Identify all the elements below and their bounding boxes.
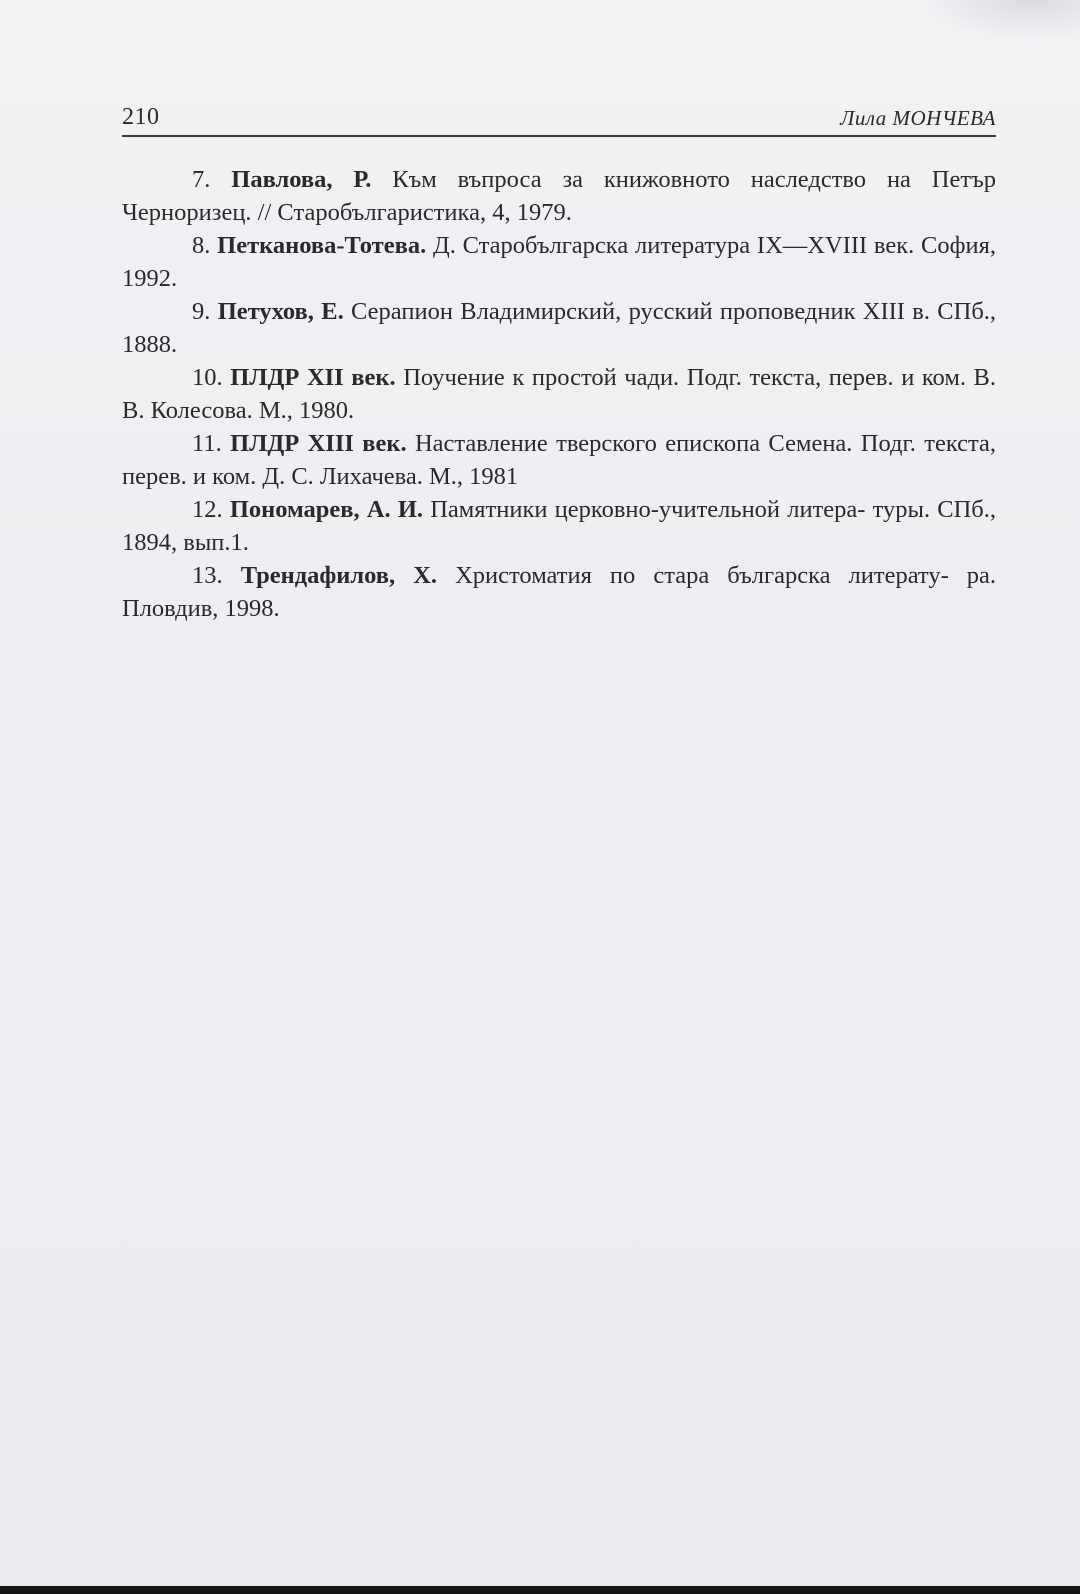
entry-text: Наставление тверского епископа Семена. Подг. текста, перев. и ком. Д. С. Лихачева. М., 1981	[122, 430, 997, 490]
bibliography-list	[122, 163, 996, 625]
scan-bottom-edge	[0, 1586, 1080, 1594]
scan-shadow	[920, 0, 1080, 40]
entry-number: 13.	[192, 562, 223, 589]
entry-text: Памятники церковно-учительной литера- туры. СПб., 1894, вып.1.	[122, 496, 997, 556]
entry-text: Христоматия по стара българска литерату- ра. Пловдив, 1998.	[122, 562, 997, 622]
entry-author: ПЛДР XII век.	[230, 364, 396, 391]
page-header	[122, 104, 996, 134]
entry-text: Поучение к простой чади. Подг. текста, перев. и ком. В. В. Колесова. М., 1980.	[122, 364, 997, 424]
entry-number: 12.	[192, 496, 223, 523]
bibliography-entry	[122, 163, 996, 229]
bibliography-entry	[122, 559, 996, 625]
entry-number: 10.	[192, 364, 223, 391]
entry-number: 7.	[192, 166, 211, 193]
bibliography-entry	[122, 427, 996, 493]
entry-number: 9.	[192, 298, 211, 325]
bibliography-entry	[122, 493, 996, 559]
entry-number: 8.	[192, 232, 211, 259]
entry-text: Серапион Владимирский, русский проповедник XIII в. СПб., 1888.	[122, 298, 997, 358]
running-head: Лила МОНЧЕВА	[840, 106, 996, 130]
entry-author: Павлова, Р.	[231, 166, 372, 193]
bibliography-entry	[122, 229, 996, 295]
entry-text: Към въпроса за книжовното наследство на Петър Черноризец. // Старобългаристика, 4, 1979.	[122, 166, 997, 226]
entry-author: ПЛДР XIII век.	[230, 430, 407, 457]
header-rule	[122, 135, 996, 137]
entry-author: Пономарев, А. И.	[229, 496, 424, 523]
bibliography-entry	[122, 295, 996, 361]
entry-author: Петухов, Е.	[217, 298, 344, 325]
entry-author: Трендафилов, Х.	[240, 562, 438, 589]
entry-author: Петканова-Тотева.	[217, 232, 427, 259]
page-number: 210	[122, 104, 160, 130]
bibliography-entry	[122, 361, 996, 427]
entry-text: Д. Старобългарска литература IX—XVIII век. София, 1992.	[122, 232, 996, 292]
entry-number: 11.	[192, 430, 222, 457]
